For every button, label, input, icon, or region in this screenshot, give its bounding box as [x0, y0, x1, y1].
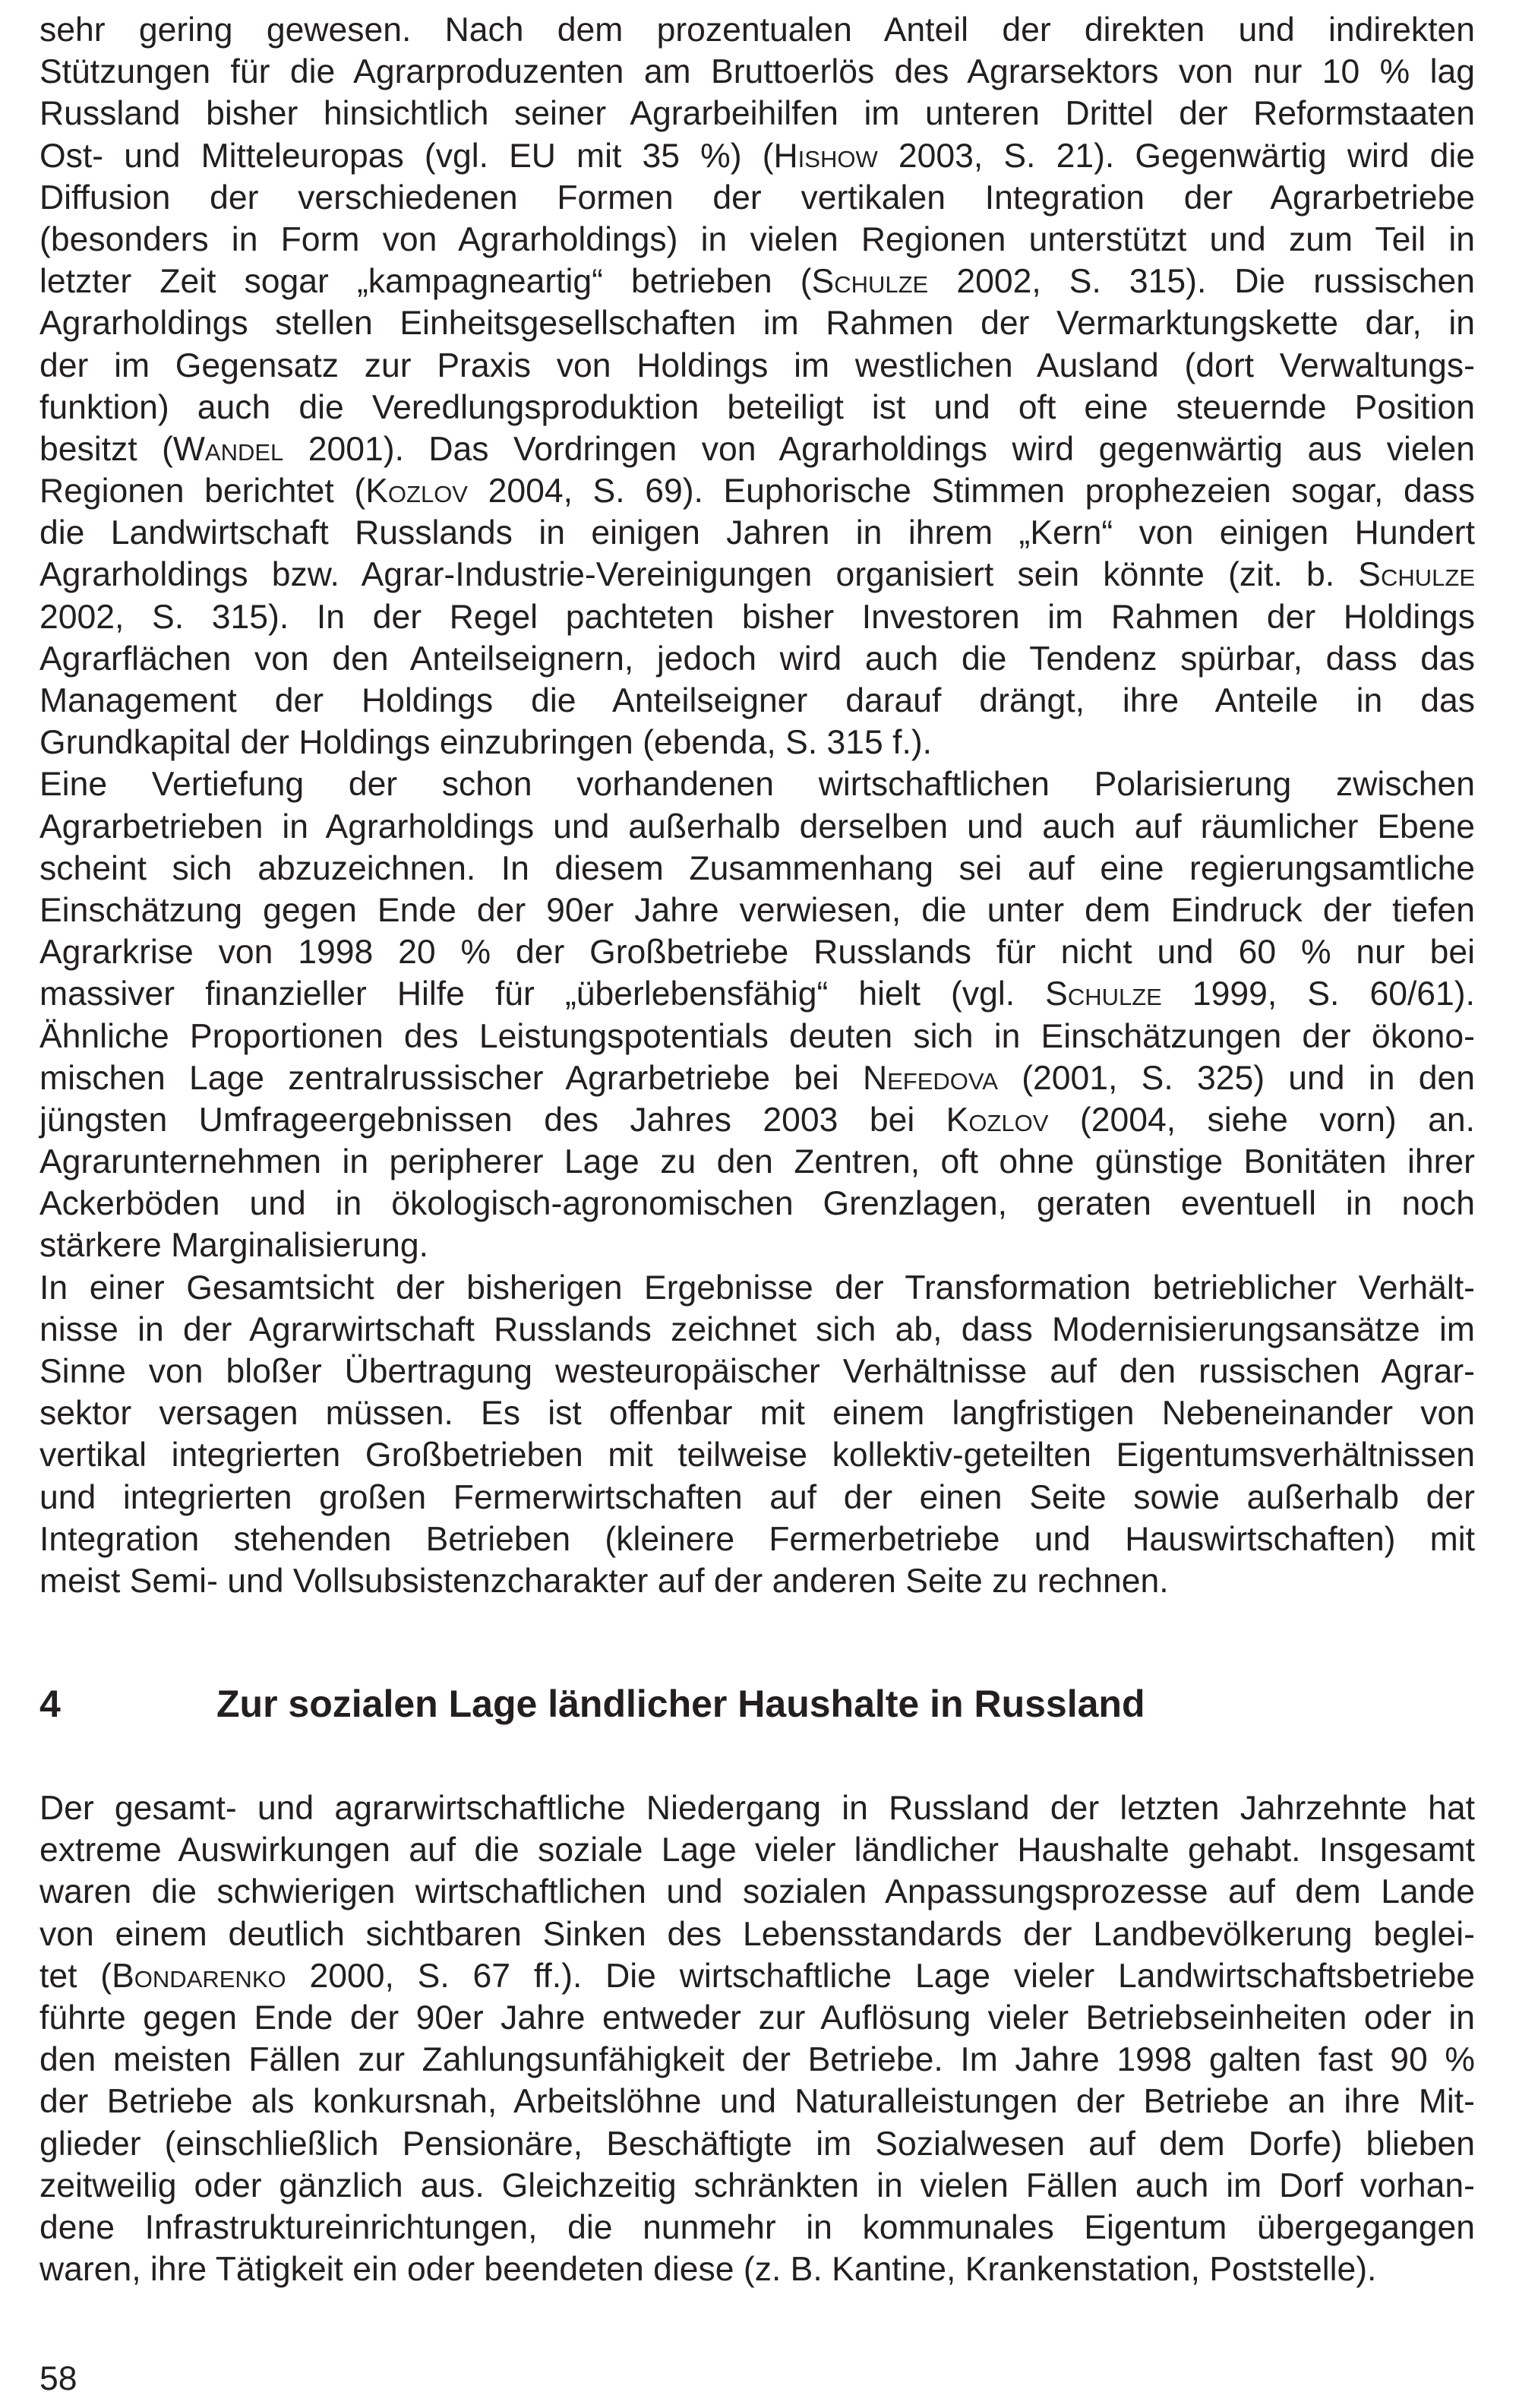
text-run: 2001). Das Vordringen von Agrarholdings wird gegenwärtig aus vielen — [283, 430, 1475, 468]
text-run: waren, ihre Tätigkeit ein oder beendeten diese (z. B. Kantine, Krankenstation, Poststelle). — [39, 2251, 1377, 2289]
text-line — [39, 345, 1475, 387]
text-run: besitzt ( — [39, 430, 173, 468]
text-run: scheint sich abzuzeichnen. In diesem Zusammenhang sei auf eine regierungsamtliche — [39, 849, 1475, 887]
text-line — [39, 2248, 1475, 2290]
text-line — [39, 890, 1475, 931]
citation-author: Schulze — [811, 263, 929, 301]
text-line — [39, 1518, 1475, 1560]
text-run: Agrarholdings stellen Einheitsgesellschaften im Rahmen der Vermarktungskette dar, in — [39, 305, 1475, 343]
text-run: Agrarflächen von den Anteilseignern, jedoch wird auch die Tendenz spürbar, dass das — [39, 640, 1475, 678]
citation-author: Hishow — [773, 137, 878, 175]
text-line — [39, 1829, 1475, 1871]
citation-author: Schulze — [1045, 975, 1162, 1013]
text-run: extreme Auswirkungen auf die soziale Lage vieler ländlicher Haushalte gehabt. Insgesamt — [39, 1831, 1475, 1869]
citation-author: Wandel — [172, 430, 284, 468]
text-line — [39, 1955, 1475, 1997]
text-run: die Landwirtschaft Russlands in einigen Jahren in ihrem „Kern“ von einigen Hundert — [39, 514, 1475, 552]
text-run: Agrarunternehmen in peripherer Lage zu den Zentren, oft ohne günstige Bonitäten ihrer — [39, 1143, 1475, 1181]
text-line — [39, 1997, 1475, 2039]
body-text-before-section — [39, 9, 1475, 1602]
text-run: Ackerböden und in ökologisch-agronomischen Grenzlagen, geraten eventuell in noch — [39, 1185, 1475, 1223]
text-run: meist Semi- und Vollsubsistenzcharakter auf der anderen Seite zu rechnen. — [39, 1562, 1169, 1600]
text-line — [39, 1309, 1475, 1351]
text-line — [39, 470, 1475, 512]
text-run: Agrarholdings bzw. Agrar-Industrie-Vereinigungen organisiert sein könnte (zit. b. — [39, 556, 1359, 594]
text-run: Regionen berichtet ( — [39, 472, 366, 510]
text-line — [39, 1560, 1475, 1602]
text-run: (besonders in Form von Agrarholdings) in vielen Regionen unterstützt und zum Teil in — [39, 220, 1475, 258]
text-run: dene Infrastruktureinrichtungen, die nunmehr in kommunales Eigentum übergegangen — [39, 2208, 1475, 2246]
text-run: glieder (einschließlich Pensionäre, Beschäftigte im Sozialwesen auf dem Dorfe) blieben — [39, 2125, 1475, 2163]
citation-author: Schulze — [1358, 556, 1475, 594]
text-run: 2004, S. 69). Euphorische Stimmen prophezeien sogar, dass — [467, 472, 1475, 510]
text-run: Ähnliche Proportionen des Leistungspotentials deuten sich in Einschätzungen der ökono- — [39, 1017, 1475, 1055]
text-run: Eine Vertiefung der schon vorhandenen wirtschaftlichen Polarisierung zwischen — [39, 766, 1475, 804]
text-line — [39, 2039, 1475, 2081]
text-run: Grundkapital der Holdings einzubringen (ebenda, S. 315 f.). — [39, 724, 933, 762]
page-number: 58 — [39, 2360, 77, 2397]
text-run: 2002, S. 315). In der Regel pachteten bisher Investoren im Rahmen der Holdings — [39, 598, 1475, 636]
text-line — [39, 1913, 1475, 1955]
text-run: zeitweilig oder gänzlich aus. Gleichzeitig schränkten in vielen Fällen auch im Dorf vorhan- — [39, 2166, 1475, 2204]
text-line — [39, 973, 1475, 1015]
citation-author: Kozlov — [365, 472, 468, 510]
text-run: mischen Lage zentralrussischer Agrarbetriebe bei — [39, 1059, 863, 1097]
body-text-section-4 — [39, 1787, 1475, 2290]
text-line — [39, 93, 1475, 134]
text-line — [39, 1099, 1475, 1141]
text-run: Sinne von bloßer Übertragung westeuropäischer Verhältnisse auf den russischen Agrar- — [39, 1353, 1475, 1390]
section-title: Zur sozialen Lage ländlicher Haushalte in Russland — [216, 1683, 1145, 1725]
text-run: der im Gegensatz zur Praxis von Holdings im westlichen Ausland (dort Verwaltungs- — [39, 346, 1475, 384]
text-run: tet ( — [39, 1957, 112, 1995]
text-run: 2002, S. 315). Die russischen — [928, 263, 1475, 301]
text-line — [39, 554, 1475, 596]
text-line — [39, 680, 1475, 722]
text-line — [39, 763, 1475, 805]
text-run: und integrierten großen Fermerwirtschaften auf der einen Seite sowie außerhalb der — [39, 1478, 1475, 1516]
text-line — [39, 1477, 1475, 1518]
text-run: stärkere Marginalisierung. — [39, 1227, 428, 1265]
text-line — [39, 2081, 1475, 2122]
text-run: sektor versagen müssen. Es ist offenbar mit einem langfristigen Nebeneinander von — [39, 1395, 1475, 1433]
text-line — [39, 261, 1475, 302]
text-line — [39, 596, 1475, 638]
text-run: führte gegen Ende der 90er Jahre entweder zur Auflösung vieler Betriebseinheiten oder in — [39, 1999, 1475, 2037]
text-run: 1999, S. 60/61). — [1161, 975, 1475, 1013]
text-line — [39, 1016, 1475, 1057]
text-line — [39, 806, 1475, 848]
text-line — [39, 2207, 1475, 2248]
text-run: Einschätzung gegen Ende der 90er Jahre verwiesen, die unter dem Eindruck der tiefen — [39, 891, 1475, 929]
citation-author: Kozlov — [946, 1101, 1049, 1139]
section-number: 4 — [39, 1683, 61, 1725]
text-run: (2004, siehe vorn) an. — [1048, 1101, 1476, 1139]
text-line — [39, 722, 1475, 763]
text-run: massiver finanzieller Hilfe für „überlebensfähig“ hielt (vgl. — [39, 975, 1046, 1013]
text-line — [39, 931, 1475, 973]
text-run: funktion) auch die Veredlungsproduktion beteiligt ist und oft eine steuernde Position — [39, 388, 1475, 426]
text-run: den meisten Fällen zur Zahlungsunfähigkeit der Betriebe. Im Jahre 1998 galten fast 90 % — [39, 2041, 1475, 2079]
text-run: Russland bisher hinsichtlich seiner Agrarbeihilfen im unteren Drittel der Reformstaaten — [39, 95, 1475, 133]
text-run: waren die schwierigen wirtschaftlichen und sozialen Anpassungsprozesse auf dem Lande — [39, 1873, 1475, 1911]
text-run: 2003, S. 21). Gegenwärtig wird die — [877, 137, 1475, 175]
text-line — [39, 1871, 1475, 1913]
text-line — [39, 638, 1475, 680]
text-line — [39, 135, 1475, 177]
text-run: Management der Holdings die Anteilseigner darauf drängt, ihre Anteile in das — [39, 682, 1475, 719]
text-line — [39, 1787, 1475, 1829]
text-line — [39, 9, 1475, 51]
text-line — [39, 512, 1475, 554]
text-line — [39, 177, 1475, 219]
text-run: (2001, S. 325) und in den — [997, 1059, 1475, 1097]
text-line — [39, 848, 1475, 890]
citation-author: Nefedova — [862, 1059, 998, 1097]
text-run: jüngsten Umfrageergebnissen des Jahres 2003 bei — [39, 1101, 946, 1139]
text-run: Agrarkrise von 1998 20 % der Großbetriebe Russlands für nicht und 60 % nur bei — [39, 934, 1475, 972]
text-run: 2000, S. 67 ff.). Die wirtschaftliche Lage vieler Landwirtschaftsbetriebe — [286, 1957, 1475, 1995]
text-line — [39, 1351, 1475, 1392]
text-run: In einer Gesamtsicht der bisherigen Ergebnisse der Transformation betrieblicher Verhält- — [39, 1269, 1475, 1307]
text-run: vertikal integrierten Großbetrieben mit teilweise kollektiv-geteilten Eigentumsverhältnissen — [39, 1436, 1475, 1474]
text-run: Integration stehenden Betrieben (kleinere Fermerbetriebe und Hauswirtschaften) mit — [39, 1520, 1475, 1558]
text-line — [39, 428, 1475, 470]
text-line — [39, 302, 1475, 344]
text-run: sehr gering gewesen. Nach dem prozentualen Anteil der direkten und indirekten — [39, 11, 1475, 49]
text-line — [39, 1225, 1475, 1266]
text-line — [39, 219, 1475, 261]
citation-author: Bondarenko — [112, 1957, 286, 1995]
text-line — [39, 1434, 1475, 1476]
text-line — [39, 387, 1475, 428]
text-line — [39, 1267, 1475, 1309]
text-line — [39, 51, 1475, 93]
text-line — [39, 1392, 1475, 1434]
text-run: Agrarbetrieben in Agrarholdings und außerhalb derselben und auch auf räumlicher Ebene — [39, 807, 1475, 845]
text-run: nisse in der Agrarwirtschaft Russlands zeichnet sich ab, dass Modernisierungsansätze im — [39, 1310, 1475, 1348]
text-run: der Betriebe als konkursnah, Arbeitslöhne und Naturalleistungen der Betriebe an ihre Mit- — [39, 2083, 1475, 2121]
text-line — [39, 1141, 1475, 1183]
text-line — [39, 1057, 1475, 1099]
text-line — [39, 2123, 1475, 2165]
text-run: letzter Zeit sogar „kampagneartig“ betrieben ( — [39, 263, 812, 301]
text-run: von einem deutlich sichtbaren Sinken des Lebensstandards der Landbevölkerung beglei- — [39, 1915, 1475, 1953]
text-run: Diffusion der verschiedenen Formen der vertikalen Integration der Agrarbetriebe — [39, 179, 1475, 216]
text-line — [39, 2165, 1475, 2207]
text-run: Der gesamt- und agrarwirtschaftliche Niedergang in Russland der letzten Jahrzehnte hat — [39, 1790, 1475, 1827]
text-line — [39, 1183, 1475, 1225]
text-run: Stützungen für die Agrarproduzenten am Bruttoerlös des Agrarsektors von nur 10 % lag — [39, 53, 1475, 91]
text-run: Ost- und Mitteleuropas (vgl. EU mit 35 %) ( — [39, 137, 774, 175]
